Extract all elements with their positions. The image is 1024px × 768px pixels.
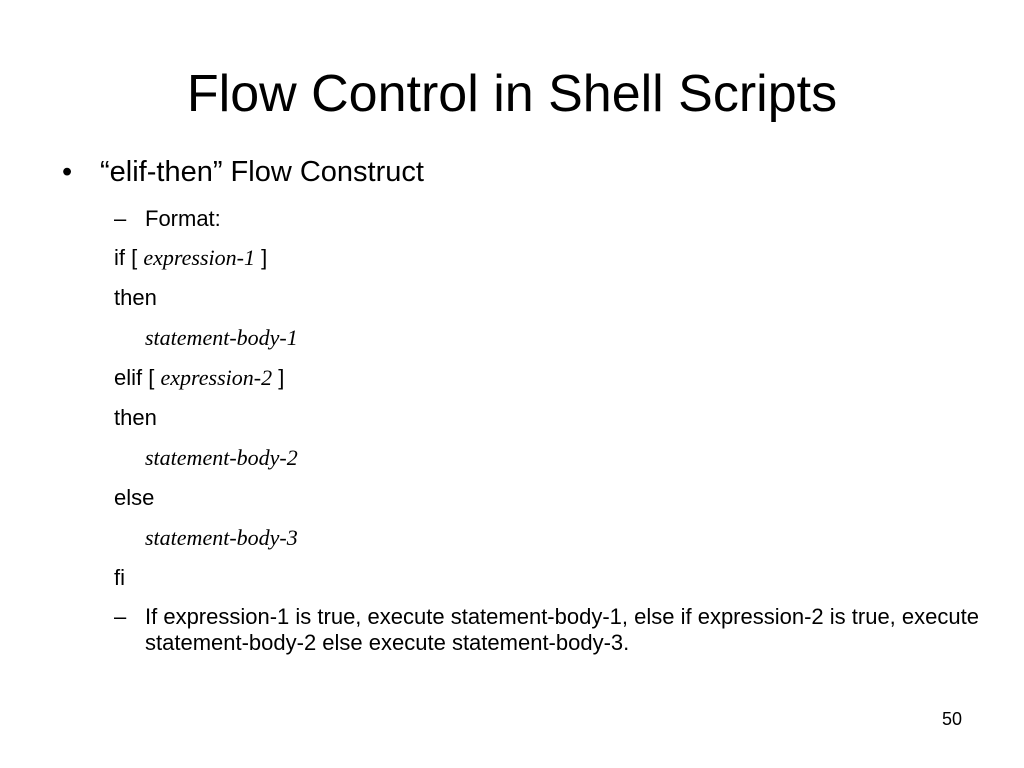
page-number: 50 (941, 709, 962, 729)
explanation-text: If expression-1 is true, execute statement-body-1, else if expression-2 is true, execute statement-body-2 else execute statement-body-3. (145, 604, 979, 655)
bullet-marker: • (62, 156, 73, 188)
code-line-then-2: then (114, 405, 157, 430)
format-label: Format: (145, 206, 221, 231)
code-line-then-1: then (114, 285, 157, 310)
code-if-keyword: if [ (114, 245, 138, 270)
code-line-if (114, 245, 267, 271)
code-line-elif (114, 365, 284, 391)
code-bracket-close-2: ] (278, 365, 285, 390)
code-statement-body-3: statement-body-3 (145, 525, 298, 550)
code-statement-body-2: statement-body-2 (145, 445, 298, 470)
format-dash: – (114, 206, 127, 231)
explanation-dash: – (114, 604, 127, 629)
slide-title: Flow Control in Shell Scripts (186, 65, 838, 123)
code-line-fi: fi (114, 565, 125, 590)
code-expression-2: expression-2 (160, 365, 273, 390)
code-line-else: else (114, 485, 155, 510)
code-expression-1: expression-1 (143, 245, 255, 270)
bullet-heading: “elif-then” Flow Construct (100, 156, 424, 188)
code-bracket-close-1: ] (261, 245, 268, 270)
code-statement-body-1: statement-body-1 (145, 325, 298, 350)
code-elif-keyword: elif [ (114, 365, 155, 390)
